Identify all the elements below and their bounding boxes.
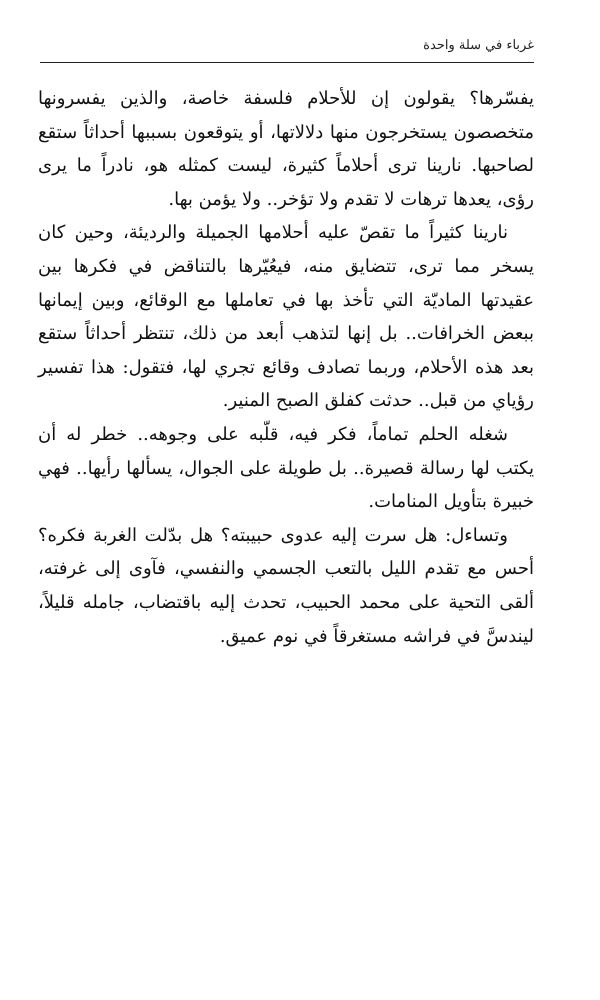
body-text xyxy=(38,82,534,653)
paragraph-1: يفسّرها؟ يقولون إن للأحلام فلسفة خاصة، والذين يفسرونها متخصصون يستخرجون منها دلالاتها، أو يتوقعون بسببها أحداثاً ستقع لصاحبها. نارينا ترى أحلاماً كثيرة، ليست كمثله هو، نادراً ما يرى رؤى، يعدها ترهات لا تقدم ولا تؤخر.. ولا يؤمن بها. xyxy=(38,88,534,210)
paragraph-3: شغله الحلم تماماً، فكر فيه، قلّبه على وجوهه.. خطر له أن يكتب لها رسالة قصيرة.. بل طويلة على الجوال، يسألها رأيها.. فهي خبيرة بتأويل المنامات. xyxy=(38,423,534,513)
paragraph-4: وتساءل: هل سرت إليه عدوى حبيبته؟ هل بدّلت الغربة فكره؟ أحس مع تقدم الليل بالتعب الجسمي والنفسي، فآوى إلى غرفته، ألقى التحية على محمد الحبيب، تحدث إليه باقتضاب، جامله قليلاً، ليندسَّ في فراشه مستغرقاً في نوم عميق. xyxy=(38,524,534,647)
header-divider xyxy=(40,62,534,63)
paragraph-2: نارينا كثيراً ما تقصّ عليه أحلامها الجميلة والرديئة، وحين كان يسخر مما ترى، تتضايق منه، فيعُيّرها بالتناقض في فكرها بين عقيدتها الماديّة التي تأخذ بها في تعاملها مع الوقائع، وبين إيمانها ببعض الخرافات.. بل إنها لتذهب أبعد من ذلك، تنتظر أحداثاً ستقع بعد هذه الأحلام، وربما تصادف وقائع تجري لها، فتقول: هذا تفسير رؤياي من قبل.. حدثت كفلق الصبح المنير. xyxy=(38,222,534,412)
running-header: غرباء في سلة واحدة xyxy=(423,38,534,53)
